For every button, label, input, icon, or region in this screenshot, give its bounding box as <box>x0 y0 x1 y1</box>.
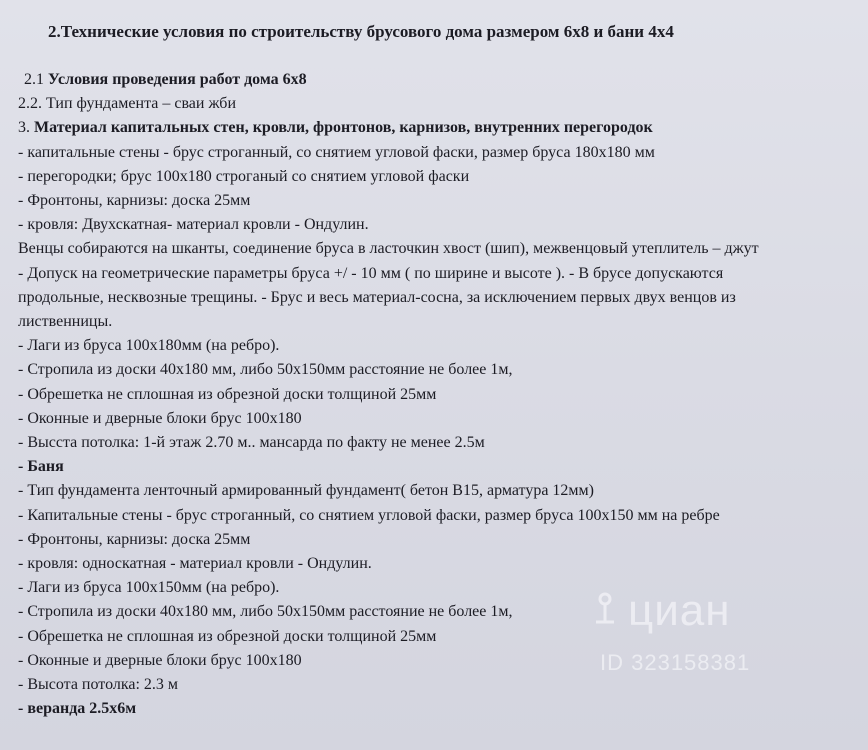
document-line <box>18 288 736 308</box>
line-text: Венцы собираются на шканты, соединение бруса в ласточкин хвост (шип), межвенцовый утеплитель – джут <box>18 240 759 258</box>
document-line <box>18 215 369 235</box>
document-line <box>18 578 279 598</box>
document-line <box>18 94 236 114</box>
document-line <box>24 70 307 90</box>
line-text: - Лаги из бруса 100х180мм (на ребро). <box>18 337 280 355</box>
line-text: - Оконные и дверные блоки брус 100х180 <box>18 651 302 669</box>
document-line <box>18 675 178 695</box>
document-line <box>18 336 279 356</box>
document-line <box>18 481 594 501</box>
line-heading: Условия проведения работ дома 6х8 <box>48 71 307 88</box>
line-text: - Высста потолка: 1-й этаж 2.70 м.. мансарда по факту не менее 2.5м <box>18 434 485 451</box>
document-line <box>18 506 720 526</box>
document-line <box>18 699 136 719</box>
line-text: - Тип фундамента ленточный армированный фундамент( бетон В15, арматура 12мм) <box>18 482 594 500</box>
document-line <box>18 167 469 187</box>
document-line <box>18 239 759 259</box>
document-line <box>18 602 513 622</box>
document-line <box>18 409 302 429</box>
line-text: - Высота потолка: 2.3 м <box>18 676 179 693</box>
watermark-brand: циан <box>628 586 731 635</box>
line-heading: - веранда 2.5х6м <box>18 700 137 718</box>
document-line <box>18 457 64 477</box>
document-line <box>18 118 653 138</box>
line-text: - Стропила из доски 40х180 мм, либо 50х150мм расстояние не более 1м, <box>18 361 513 379</box>
document-line <box>18 554 372 574</box>
document-line <box>18 651 302 671</box>
document-line <box>18 312 112 332</box>
watermark-id: ID 323158381 <box>600 650 751 675</box>
line-text: - кровля: Двухскатная- материал кровли - Ондулин. <box>18 216 369 234</box>
line-number: 3. <box>18 119 34 137</box>
line-text: - Фронтоны, карнизы: доска 25мм <box>18 192 251 209</box>
line-text: 2.2. Тип фундамента – сваи жби <box>18 95 237 113</box>
document-line <box>18 360 513 380</box>
document-line <box>18 433 485 453</box>
line-text: - Оконные и дверные блоки брус 100х180 <box>18 409 302 427</box>
line-text: - Допуск на геометрические параметры бруса +/ - 10 мм ( по ширине и высоте ). - В брусе допускаются <box>18 264 724 282</box>
line-heading: - Баня <box>18 458 64 476</box>
line-heading: Материал капитальных стен, кровли, фронтонов, карнизов, внутренних перегородок <box>34 119 653 137</box>
document-line <box>18 264 723 284</box>
line-text: продольные, несквозные трещины. - Брус и весь материал-сосна, за исключением первых двух венцов из <box>18 288 736 306</box>
line-text: - Обрешетка не сплошная из обрезной доски толщиной 25мм <box>18 385 437 403</box>
line-text: - Капитальные стены - брус строганный, со снятием угловой фаски, размер бруса 100х150 мм на ребре <box>18 506 720 524</box>
document-title: 2.Технические условия по строительству брусового дома размером 6х8 и бани 4х4 <box>48 22 674 41</box>
line-text: - Стропила из доски 40х180 мм, либо 50х150мм расстояние не более 1м, <box>18 603 513 621</box>
line-text: лиственницы. <box>18 313 113 330</box>
document-line <box>18 385 436 405</box>
line-text: - Фронтоны, карнизы: доска 25мм <box>18 530 251 548</box>
line-text: - Лаги из бруса 100х150мм (на ребро). <box>18 579 280 597</box>
line-text: - капитальные стены - брус строганный, со снятием угловой фаски, размер бруса 180х180 мм <box>18 143 655 161</box>
document-line <box>18 143 655 163</box>
document-line <box>18 191 250 211</box>
pin-person-icon <box>588 592 622 626</box>
line-text: - перегородки; брус 100х180 строганый со снятием угловой фаски <box>18 167 470 185</box>
document-line <box>18 530 250 550</box>
line-number: 2.1 <box>24 71 48 88</box>
line-text: - Обрешетка не сплошная из обрезной доски толщиной 25мм <box>18 627 437 645</box>
line-text: - кровля: односкатная - материал кровли - Ондулин. <box>18 555 372 572</box>
document-line <box>18 627 436 647</box>
watermark <box>588 586 828 680</box>
